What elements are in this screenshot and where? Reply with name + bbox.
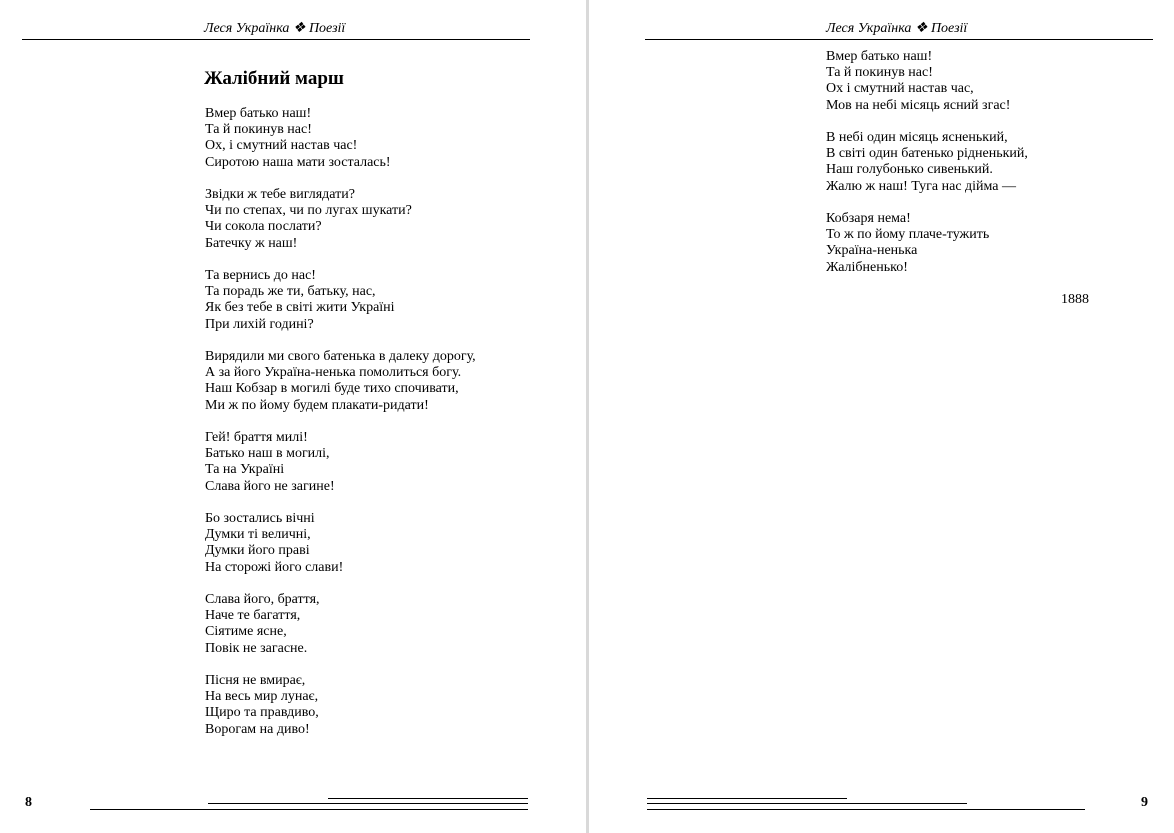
verse-line: Жалю ж наш! Туга нас дійма — [826, 178, 1017, 194]
verse-line: Та й покинув нас! [826, 65, 933, 81]
footer-rule [208, 803, 528, 804]
stanza [205, 430, 476, 495]
footer-rule [647, 809, 1085, 810]
verse-line: Та порадь же ти, батьку, нас, [205, 284, 376, 300]
verse-line: Україна-ненька [826, 243, 918, 259]
verse-line: При лихій годині? [205, 316, 314, 332]
footer-rule [90, 809, 528, 810]
verse-line: Думки його праві [205, 543, 310, 559]
verse-line: Слава його, браття, [205, 592, 320, 607]
verse-line: Чи по степах, чи по лугах шукати? [205, 203, 412, 219]
verse-line: На сторожі його слави! [205, 559, 344, 575]
stanza [205, 268, 476, 333]
running-header: Леся Українка ❖ Поезії [204, 21, 346, 36]
verse-line: Батечку ж наш! [205, 235, 298, 251]
running-header: Леся Українка ❖ Поезії [826, 21, 968, 36]
verse-line: Наче те багаття, [205, 608, 301, 624]
right-page [589, 0, 1174, 833]
verse-line: Сіятиме ясне, [205, 624, 287, 640]
verse-line: Та вернись до нас! [205, 268, 316, 283]
stanza [826, 211, 1028, 276]
verse-line: Слава його не загине! [205, 478, 335, 494]
stanza [205, 511, 476, 576]
verse-line: В небі один місяць ясненький, [826, 130, 1008, 145]
verse-line: Та на Україні [205, 462, 285, 478]
verse-line: Кобзаря нема! [826, 211, 911, 226]
verse-line: Ох і смутний настав час, [826, 81, 974, 97]
verse-line: Жалібненько! [826, 259, 908, 275]
verse-line: Думки ті величні, [205, 527, 311, 543]
verse-line: Чи сокола послати? [205, 219, 322, 235]
verse-line: Та й покинув нас! [205, 122, 312, 138]
verse-line: В світі один батенько рідненький, [826, 146, 1028, 162]
verse-line: Бо зостались вічні [205, 511, 315, 526]
stanza [826, 49, 1028, 114]
verse-line: А за його Україна-ненька помолиться богу. [205, 365, 462, 381]
stanza [205, 106, 476, 171]
verse-line: Вмер батько наш! [205, 106, 312, 121]
stanza [205, 673, 476, 738]
poem-date: 1888 [1061, 292, 1089, 307]
verse-line: Ворогам на диво! [205, 721, 310, 737]
verse-line: То ж по йому плаче-тужить [826, 227, 990, 243]
poem-text [205, 106, 476, 738]
stanza [205, 349, 476, 414]
verse-line: Вмер батько наш! [826, 49, 933, 64]
footer-rule [647, 803, 967, 804]
page-number: 8 [25, 795, 32, 810]
page-number: 9 [1141, 795, 1148, 810]
verse-line: Звідки ж тебе виглядати? [205, 187, 355, 202]
verse-line: На весь мир лунає, [205, 689, 319, 705]
verse-line: Як без тебе в світі жити Україні [205, 300, 395, 316]
header-rule [645, 39, 1153, 40]
footer-rule [328, 798, 528, 799]
verse-line: Мов на небі місяць ясний згас! [826, 97, 1011, 113]
stanza [205, 187, 476, 252]
header-rule [22, 39, 530, 40]
poem-title: Жалібний марш [204, 68, 344, 89]
verse-line: Ми ж по йому будем плакати-ридати! [205, 397, 429, 413]
verse-line: Вирядили ми свого батенька в далеку дорогу, [205, 349, 476, 364]
verse-line: Наш Кобзар в могилі буде тихо спочивати, [205, 381, 459, 397]
footer-rule [647, 798, 847, 799]
verse-line: Гей! браття милі! [205, 430, 308, 445]
verse-line: Повік не загасне. [205, 640, 308, 656]
verse-line: Сиротою наша мати зосталась! [205, 154, 391, 170]
verse-line: Ох, і смутний настав час! [205, 138, 358, 154]
verse-line: Щиро та правдиво, [205, 705, 319, 721]
verse-line: Наш голубонько сивенький. [826, 162, 993, 178]
stanza [826, 130, 1028, 195]
stanza [205, 592, 476, 657]
verse-line: Пісня не вмирає, [205, 673, 306, 688]
left-page [0, 0, 586, 833]
verse-line: Батько наш в могилі, [205, 446, 330, 462]
poem-text [826, 49, 1028, 276]
